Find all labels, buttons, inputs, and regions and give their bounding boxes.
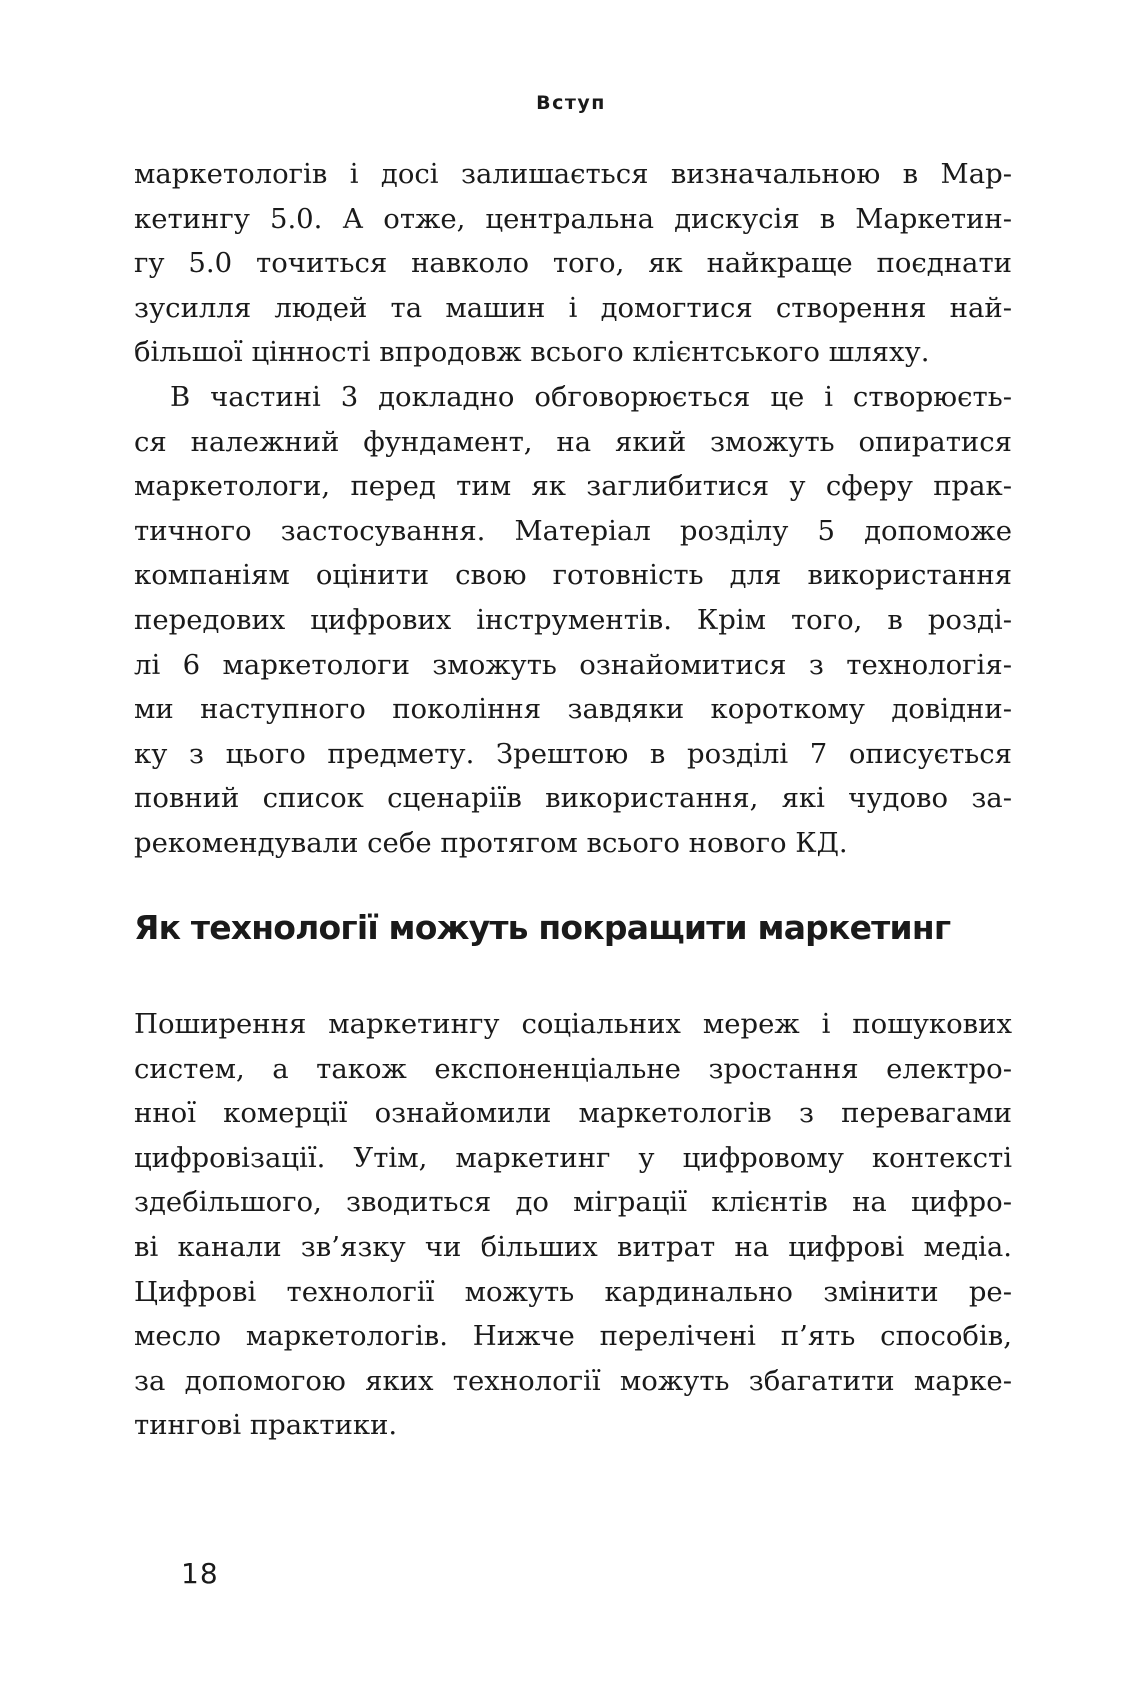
text-line: ку з цього предмету. Зрештою в розділі 7 описується: [134, 737, 1012, 770]
text-line: зусилля людей та машин і домогтися створення най-: [134, 291, 1012, 324]
text-line: тингові практики.: [134, 1409, 398, 1442]
paragraph-3: [134, 1002, 1012, 1448]
page-number: 18: [181, 1557, 219, 1590]
text-line: компаніям оцінити свою готовність для використання: [134, 559, 1012, 592]
running-head: Вступ: [536, 92, 606, 114]
text-line: повний список сценаріїв використання, які чудово за-: [134, 782, 1012, 815]
text-line: маркетологи, перед тим як заглибитися у сферу прак-: [134, 470, 1012, 503]
paragraph-1: [134, 152, 1012, 375]
text-line: ми наступного покоління завдяки короткому довідни-: [134, 693, 1012, 726]
text-line: передових цифрових інструментів. Крім того, в розді-: [134, 603, 1012, 636]
text-line: гу 5.0 точиться навколо того, як найкраще поєднати: [134, 247, 1012, 280]
text-line: месло маркетологів. Нижче перелічені п’ять способів,: [134, 1320, 1012, 1353]
text-line: більшої цінності впродовж всього клієнтського шляху.: [134, 336, 930, 369]
text-line: цифровізації. Утім, маркетинг у цифровому контексті: [134, 1141, 1012, 1174]
text-line: ся належний фундамент, на який зможуть опиратися: [134, 425, 1012, 458]
text-line: кетингу 5.0. А отже, центральна дискусія в Маркетин-: [134, 202, 1012, 235]
section-heading: Як технології можуть покращити маркетинг: [134, 908, 951, 947]
text-line: систем, а також експоненціальне зростання електро-: [134, 1052, 1012, 1085]
text-line: Цифрові технології можуть кардинально змінити ре-: [134, 1275, 1012, 1308]
paragraph-2: [134, 375, 1012, 866]
text-line: рекомендували себе протягом всього нового КД.: [134, 826, 848, 859]
text-line: тичного застосування. Матеріал розділу 5 допоможе: [134, 514, 1012, 547]
text-line: маркетологів і досі залишається визначальною в Мар-: [134, 158, 1012, 190]
text-line: лі 6 маркетологи зможуть ознайомитися з технологія-: [134, 648, 1012, 681]
text-line: ві канали зв’язку чи більших витрат на цифрові медіа.: [134, 1230, 1012, 1263]
text-line: В частині 3 докладно обговорюється це і створюєть-: [170, 381, 1012, 413]
text-line: нної комерції ознайомили маркетологів з перевагами: [134, 1097, 1012, 1130]
text-line: Поширення маркетингу соціальних мереж і пошукових: [134, 1008, 1012, 1040]
text-line: за допомогою яких технології можуть збагатити марке-: [134, 1364, 1012, 1397]
text-line: здебільшого, зводиться до міграції клієнтів на цифро-: [134, 1186, 1012, 1219]
